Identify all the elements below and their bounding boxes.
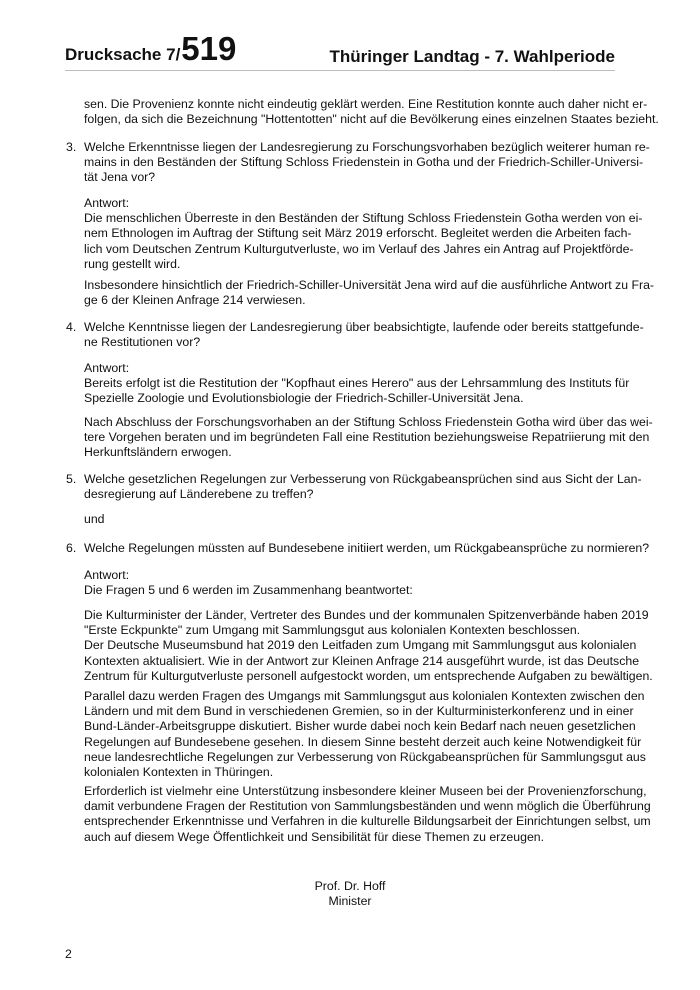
text-line: Welche Kenntnisse liegen der Landesregierung über beabsichtigte, laufende oder bereits stattgefunde-: [84, 320, 644, 334]
answer-6: [84, 568, 615, 598]
document-label: Drucksache 7/: [65, 45, 181, 64]
answer-4: [84, 361, 630, 407]
text-line: neue landesrechtliche Regelungen zur Verbesserung von Rückgabeansprüchen für Sammlungsgut aus: [84, 749, 646, 764]
text-line: tät Jena vor?: [84, 170, 156, 185]
question-3: [66, 140, 650, 186]
text-line: Die Kulturminister der Länder, Vertreter des Bundes und der kommunalen Spitzenverbände haben 2019: [84, 608, 649, 622]
text-line: Welche gesetzlichen Regelungen zur Verbesserung von Rückgabeansprüchen sind aus Sicht der Lan-: [84, 472, 642, 486]
question-number: 5.: [66, 472, 77, 486]
text-line: Bund-Länder-Arbeitsgruppe diskutiert. Bisher wurde dabei noch kein Bedarf nach neuen gesetzlichen: [84, 719, 636, 734]
text-line: Zentrum für Kulturgutverluste personell aufgestockt worden, um entsprechende Aufgaben zu bewältigen.: [84, 668, 653, 683]
answer-intro: Die Fragen 5 und 6 werden im Zusammenhang beantwortet:: [84, 583, 413, 598]
answer-label: Antwort:: [84, 568, 130, 582]
text-line: auch auf diesem Wege Öffentlichkeit und Sensibilität für diese Themen zu erzeugen.: [84, 829, 545, 844]
text-line: mains in den Beständen der Stiftung Schloss Friedenstein in Gotha und der Friedrich-Schiller-Universi-: [84, 155, 644, 170]
text-line: kolonialen Kontexten in Thüringen.: [84, 765, 274, 780]
signatory-title: Minister: [328, 894, 372, 909]
question-number: 6.: [66, 541, 77, 555]
conjunction: und: [84, 512, 105, 526]
document-number: [65, 32, 236, 65]
text-line: rung gestellt wird.: [84, 256, 181, 271]
parliament-title: Thüringer Landtag - 7. Wahlperiode: [329, 47, 615, 66]
text-line: Ländern und mit dem Bund in verschiedenen Gremien, so in der Kulturministerkonferenz und in einer: [84, 704, 634, 719]
answer-6-paragraph-3: [84, 784, 651, 845]
text-line: Regelungen auf Bundesebene gesehen. In diesem Sinne besteht derzeit auch keine Notwendigkeit für: [84, 734, 642, 749]
text-line: Welche Regelungen müssten auf Bundesebene initiiert werden, um Rückgabeansprüche zu normieren?: [84, 541, 650, 555]
text-line: Parallel dazu werden Fragen des Umgangs mit Sammlungsgut aus kolonialen Kontexten zwischen den: [84, 689, 645, 703]
text-line: nem Ethnologen im Auftrag der Stiftung seit März 2019 erforscht. Begleitet werden die Arbeiten fach-: [84, 226, 632, 241]
question-6: [66, 541, 650, 556]
answer-3-paragraph-2: [84, 278, 655, 308]
intro-paragraph: [84, 97, 659, 127]
text-line: tere Vorgehen beraten und im begründeten Fall eine Restitution beziehungsweise Repatriierung mit den: [84, 430, 650, 445]
text-line: Die menschlichen Überreste in den Beständen der Stiftung Schloss Friedenstein Gotha werden von ei-: [84, 211, 643, 226]
text-line: Kontexten aktualisiert. Wie in der Antwort zur Kleinen Anfrage 214 ausgeführt wurde, ist das Deutsche: [84, 653, 640, 668]
text-line: ge 6 der Kleinen Anfrage 214 verwiesen.: [84, 293, 306, 308]
text-line: Nach Abschluss der Forschungsvorhaben an der Stiftung Schloss Friedenstein Gotha wird über das wei-: [84, 415, 653, 429]
question-5: [66, 472, 642, 502]
question-number: 3.: [66, 140, 77, 154]
text-line: damit verbundene Fragen der Restitution von Sammlungsbeständen und wenn möglich die Überführung: [84, 799, 651, 814]
question-4: [66, 320, 644, 350]
text-line: sen. Die Provenienz konnte nicht eindeutig geklärt werden. Eine Restitution konnte auch daher nicht er-: [84, 97, 648, 111]
text-line: Insbesondere hinsichtlich der Friedrich-Schiller-Universität Jena wird auf die ausführliche Antwort zu Fra-: [84, 278, 655, 292]
text-line: Spezielle Zoologie und Evolutionsbiologie der Friedrich-Schiller-Universität Jena.: [84, 391, 524, 406]
question-number: 4.: [66, 320, 77, 334]
answer-label: Antwort:: [84, 196, 130, 210]
text-line: "Erste Eckpunkte" zum Umgang mit Sammlungsgut aus kolonialen Kontexten beschlossen.: [84, 623, 581, 638]
text-line: lich vom Deutschen Zentrum Kulturgutverluste, wo im Verlauf des Jahres ein Antrag auf Projektförde-: [84, 241, 634, 256]
text-line: Bereits erfolgt ist die Restitution der "Kopfhaut eines Herero" aus der Lehrsammlung des Instituts für: [84, 376, 630, 391]
answer-label: Antwort:: [84, 361, 130, 375]
text-line: desregierung auf Länderebene zu treffen?: [84, 487, 314, 502]
answer-4-paragraph-2: [84, 415, 653, 461]
document-number-value: 519: [181, 30, 237, 67]
answer-6-paragraph-1: [84, 608, 653, 684]
answer-6-paragraph-2: [84, 689, 646, 780]
page-header: [65, 30, 615, 71]
signature-block: [250, 879, 450, 909]
text-line: folgen, da sich die Bezeichnung "Hottentotten" nicht auf die Bevölkerung eines einzelnen Staates bezieht.: [84, 112, 659, 127]
text-line: Der Deutsche Museumsbund hat 2019 den Leitfaden zum Umgang mit Sammlungsgut aus kolonialen: [84, 638, 637, 653]
text-line: ne Restitutionen vor?: [84, 335, 201, 350]
text-line: Erforderlich ist vielmehr eine Unterstützung insbesondere kleiner Museen bei der Provenienzforschung,: [84, 784, 647, 798]
page-number: 2: [65, 947, 72, 961]
signatory-name: Prof. Dr. Hoff: [314, 879, 386, 893]
text-line: Herkunftsländern erwogen.: [84, 445, 232, 460]
text-line: Welche Erkenntnisse liegen der Landesregierung zu Forschungsvorhaben bezüglich weiterer human re-: [84, 140, 650, 154]
text-line: entsprechender Erkenntnisse und Verfahren in die kulturelle Bildungsarbeit der Einrichtungen selbst, um: [84, 814, 651, 829]
answer-3: [84, 196, 643, 272]
